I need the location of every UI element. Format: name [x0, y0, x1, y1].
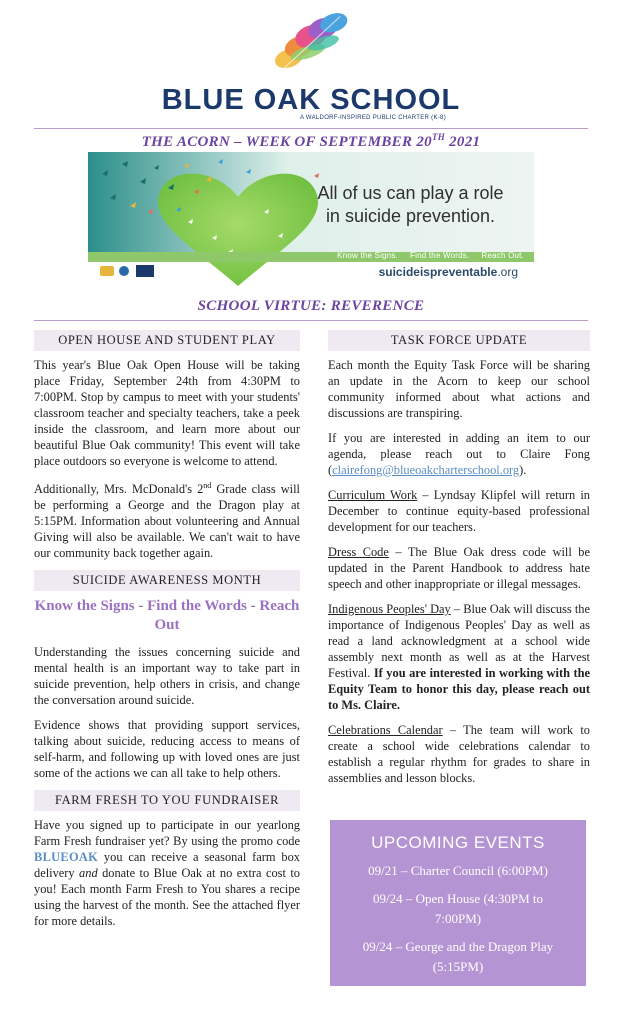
celebrations-paragraph: Celebrations Calendar – The team will work to create a school wide celebrations calendar to establish a regular rhythm for grades to share in assemblies and lesson blocks.: [328, 723, 591, 785]
curriculum-paragraph: Curriculum Work – Lyndsay Klipfel will return in December to continue equity-based professional development for our teachers.: [328, 488, 590, 534]
section-heading-farm-fresh: FARM FRESH TO YOU FUNDRAISER: [34, 790, 300, 811]
header: [0, 0, 622, 128]
dress-code-paragraph: Dress Code – The Blue Oak dress code will be updated in the Parent Handbook to address hate speech and other inappropriate or illegal messages.: [328, 545, 590, 591]
newsletter-title: THE ACORN – WEEK OF SEPTEMBER 20TH 2021: [141, 132, 481, 150]
section-heading-open-house: OPEN HOUSE AND STUDENT PLAY: [34, 330, 300, 351]
upcoming-events-box: [330, 820, 586, 986]
section-heading-task-force: TASK FORCE UPDATE: [328, 330, 590, 351]
school-virtue: SCHOOL VIRTUE: REVERENCE: [197, 298, 425, 314]
banner-headline: All of us can play a role in suicide prevention.: [317, 183, 504, 226]
task-force-paragraph: Each month the Equity Task Force will be sharing an update in the Acorn to keep our school community informed about what actions and discussions are transpiring.: [328, 358, 590, 420]
divider: [34, 128, 588, 129]
event-item: 09/21 – Charter Council (6:00PM): [368, 863, 548, 878]
indigenous-paragraph: Indigenous Peoples' Day – Blue Oak will discuss the importance of Indigenous Peoples' Day as well as read a land acknowledgment at a school wide assembly next month as well as at the Harvest Festival. If you are interested in working with the Equity Team to honor this day, please reach out to Ms. Claire.: [328, 602, 590, 712]
open-house-paragraph: This year's Blue Oak Open House will be taking place Friday, September 24th from 4:30PM to 7:00PM. Stop by campus to meet with your students' classroom teacher and specialty teachers, take a peek inside the classroom, and learn more about our beautiful Blue Oak community! This event will take place outdoors so everyone is welcome to attend.: [34, 358, 300, 468]
farm-fresh-paragraph: Have you signed up to participate in our yearlong Farm Fresh fundraiser yet? By using the promo code BLUEOAK you can receive a seasonal farm box delivery and donate to Blue Oak at no extra cost to you! Each month Farm Fresh to You shares a recipe using the harvest of the month. See the attached flyer for more details.: [34, 818, 300, 929]
student-play-paragraph: Additionally, Mrs. McDonald's 2nd Grade class will be performing a George and the Dragon play at 5:15PM. Information about volunteering and Annual Giving will also be available. We can't wait to have our community back together again.: [34, 481, 300, 561]
banner-strip-text: Know the Signs. Find the Words. Reach Out.: [337, 251, 524, 260]
left-column: [34, 330, 300, 938]
suicide-prevention-banner: [88, 152, 534, 286]
agenda-paragraph: If you are interested in adding an item to our agenda, please reach out to Claire Fong (clairefong@blueoakcharterschool.org).: [328, 431, 590, 477]
section-heading-suicide-awareness: SUICIDE AWARENESS MONTH: [34, 570, 300, 591]
feather-logo-icon: [268, 6, 360, 72]
right-column: [328, 330, 590, 795]
banner-url: suicideispreventable.org: [378, 265, 518, 279]
upcoming-events-title: UPCOMING EVENTS: [371, 833, 545, 852]
email-link[interactable]: clairefong@blueoakcharterschool.org: [332, 463, 520, 477]
suicide-subheading: Know the Signs - Find the Words - Reach Out: [34, 598, 300, 634]
promo-code: BLUEOAK: [34, 850, 99, 865]
divider: [34, 320, 588, 321]
school-name: BLUE OAK SCHOOL: [161, 84, 461, 116]
suicide-paragraph-1: Understanding the issues concerning suicide and mental health is an important way to take part in suicide prevention, help others in crisis, and change the conversation around suicide.: [34, 645, 300, 708]
suicide-paragraph-2: Evidence shows that providing support services, talking about suicide, reducing access to means of self-harm, and following up with loved ones are just some of the actions we can all take to help others.: [34, 718, 300, 781]
school-tagline: A WALDORF-INSPIRED PUBLIC CHARTER (K-8): [299, 115, 446, 121]
event-item: 09/24 – Open House (4:30PM to 7:00PM): [372, 891, 544, 926]
event-item: 09/24 – George and the Dragon Play (5:15PM): [362, 939, 554, 974]
